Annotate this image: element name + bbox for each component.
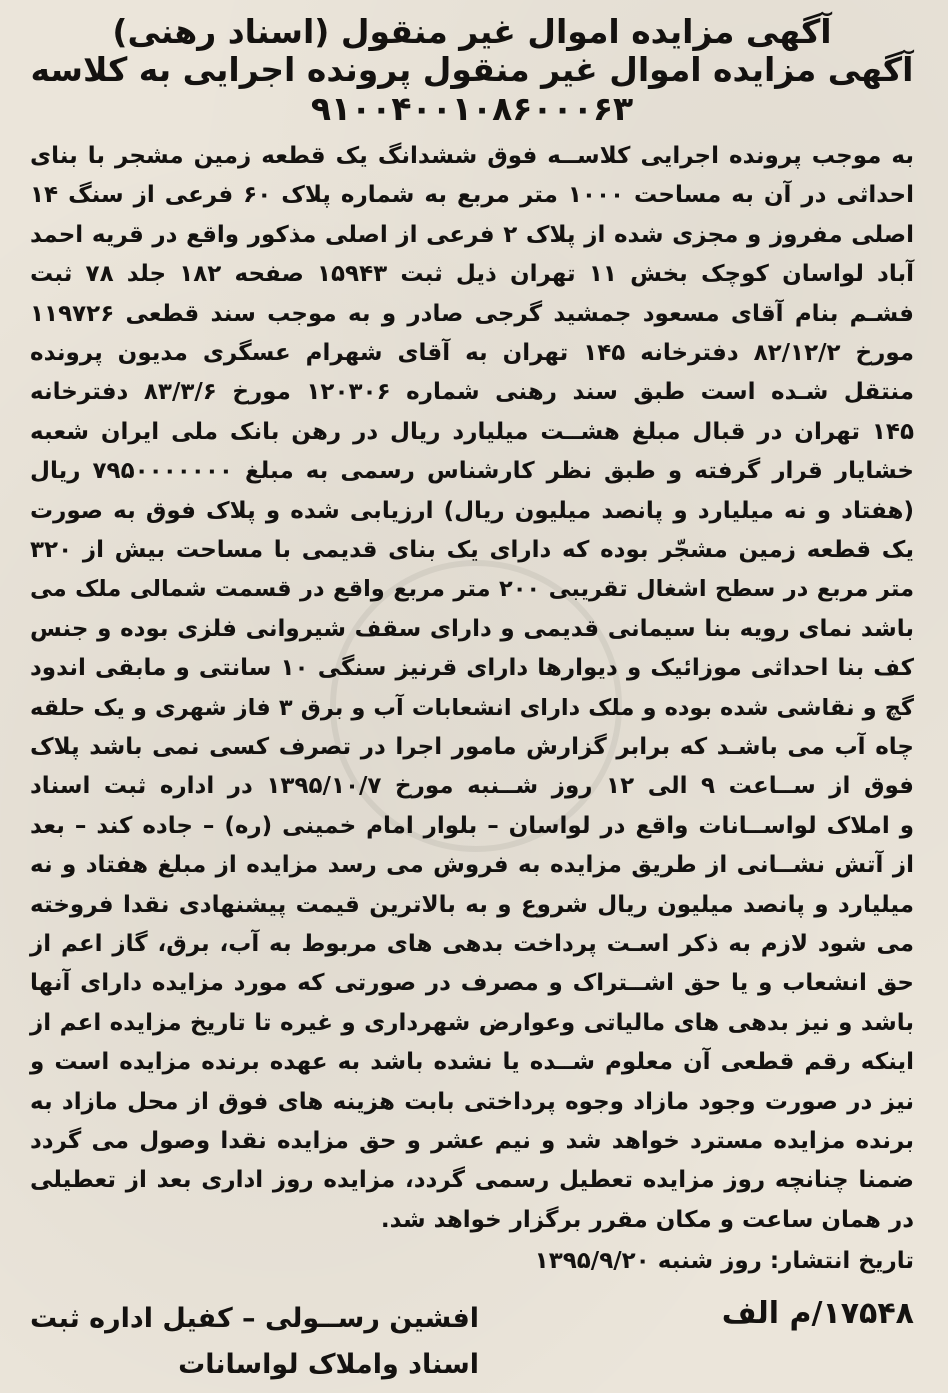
case-number: ۹۱۰۰۴۰۰۱۰۸۶۰۰۰۶۳	[310, 88, 634, 128]
body-line: مورخ ۸۲/۱۲/۲ دفترخانه ۱۴۵ تهران به آقای شهرام عسگری مدیون پرونده	[30, 339, 915, 366]
signer-block	[30, 1296, 479, 1388]
body-line: خشایار قرار گرفته و طبق نظر کارشناس رسمی به مبلغ ۷۹۵۰۰۰۰۰۰۰ ریال	[30, 458, 914, 485]
body-line: ۱۴۵ تهران در قبال مبلغ هشــت میلیارد ریال در رهن بانک ملی ایران شعبه	[30, 418, 914, 445]
body-line: احداثی در آن به مساحت ۱۰۰۰ متر مربع به شماره پلاک ۶۰ فرعی از سنگ ۱۴	[30, 182, 914, 209]
signer-office: اسناد واملاک لواسانات	[178, 1349, 480, 1380]
body-line: اینکه رقم قطعی آن معلوم شــده یا نشده باشد به عهده برنده مزایده است و	[30, 1049, 914, 1076]
notice-body	[30, 137, 914, 1240]
body-line: برنده مزایده مسترد خواهد شد و نیم عشر و حق مزایده نقدا وصول می گردد	[30, 1128, 914, 1155]
body-line: یک قطعه زمین مشجّر بوده که دارای یک بنای قدیمی با مساحت بیش از ۳۲۰	[30, 536, 914, 563]
body-line: گچ و نقاشی شده بوده و ملک دارای انشعابات آب و برق ۳ فاز شهری و یک حلقه	[30, 694, 914, 721]
body-line: چاه آب می باشـد که برابر گزارش مامور اجرا در تصرف کسی نمی باشد پلاک	[30, 733, 914, 760]
body-line: باشد نمای رویه بنا سیمانی قدیمی و دارای سقف شیروانی فلزی بوده و جنس	[30, 615, 914, 642]
body-line: ضمنا چنانچه روز مزایده تعطیل رسمی گردد، مزایده روز اداری بعد از تعطیلی	[30, 1167, 914, 1194]
body-line: کف بنا احداثی موزائیک و دیوارها دارای قرنیز سنگی ۱۰ سانتی و مابقی اندود	[30, 655, 914, 682]
signer-name-title: افشین رســولی – کفیل اداره ثبت	[30, 1303, 480, 1334]
body-line: به موجب پرونده اجرایی کلاســه فوق ششدانگ یک قطعه زمین مشجر با بنای	[30, 142, 914, 169]
body-line: باشد و نیز بدهی های مالیاتی وعوارض شهرداری و غیره تا تاریخ مزایده اعم از	[30, 1009, 914, 1036]
body-line: از آتش نشــانی از طریق مزایده به فروش می رسد مزایده از مبلغ هفتاد و نه	[30, 852, 914, 879]
body-line: میلیارد و پانصد میلیون ریال شروع و به بالاترین قیمت پیشنهادی نقدا فروخته	[30, 891, 914, 918]
notice-subtitle: آگهی مزایده اموال غیر منقول پرونده اجرایی به کلاسه	[30, 50, 914, 90]
body-line: آباد لواسان کوچک بخش ۱۱ تهران ذیل ثبت ۱۵۹۴۳ صفحه ۱۸۲ جلد ۷۸ ثبت	[30, 261, 915, 288]
body-line: و املاک لواســانات واقع در لواسان – بلوار امام خمینی (ره) – جاده کند – بعد	[30, 812, 914, 839]
body-line: در همان ساعت و مکان مقرر برگزار خواهد شد.	[380, 1206, 914, 1233]
body-line: اصلی مفروز و مجزی شده از پلاک ۲ فرعی از اصلی مذکور واقع در قریه احمد	[30, 221, 914, 248]
body-line: نیز در صورت وجود مازاد وجوه پرداختی بابت هزینه های فوق از محل مازاد به	[30, 1088, 914, 1115]
publication-date: تاریخ انتشار: روز شنبه ۱۳۹۵/۹/۲۰	[534, 1248, 914, 1275]
body-line: حق انشعاب و یا حق اشــتراک و مصرف در صورتی که مورد مزایده دارای آنها	[30, 970, 914, 997]
body-line: فشـم بنام آقای مسعود جمشید گرجی صادر و به موجب سند قطعی ۱۱۹۷۲۶	[30, 300, 914, 327]
body-line: منتقل شـده است طبق سند رهنی شماره ۱۲۰۳۰۶ مورخ ۸۳/۳/۶ دفترخانه	[30, 379, 914, 406]
body-line: می شود لازم به ذکر اسـت پرداخت بدهی های مربوط به آب، برق، گاز اعم از	[30, 931, 914, 958]
reference-code: ۱۷۵۴۸/م الف	[721, 1296, 914, 1331]
notice-title: آگهی مزایده اموال غیر منقول (اسناد رهنی)	[112, 12, 832, 51]
body-line: فوق از ســاعت ۹ الی ۱۲ روز شــنبه مورخ ۱۳۹۵/۱۰/۷ در اداره ثبت اسناد	[30, 773, 914, 800]
signature-row	[30, 1296, 914, 1388]
body-line: متر مربع در سطح اشغال تقریبی ۲۰۰ متر مربع واقع در قسمت شمالی ملک می	[30, 576, 914, 603]
body-line: (هفتاد و نه میلیارد و پانصد میلیون ریال) ارزیابی شده و پلاک فوق به صورت	[30, 497, 914, 524]
